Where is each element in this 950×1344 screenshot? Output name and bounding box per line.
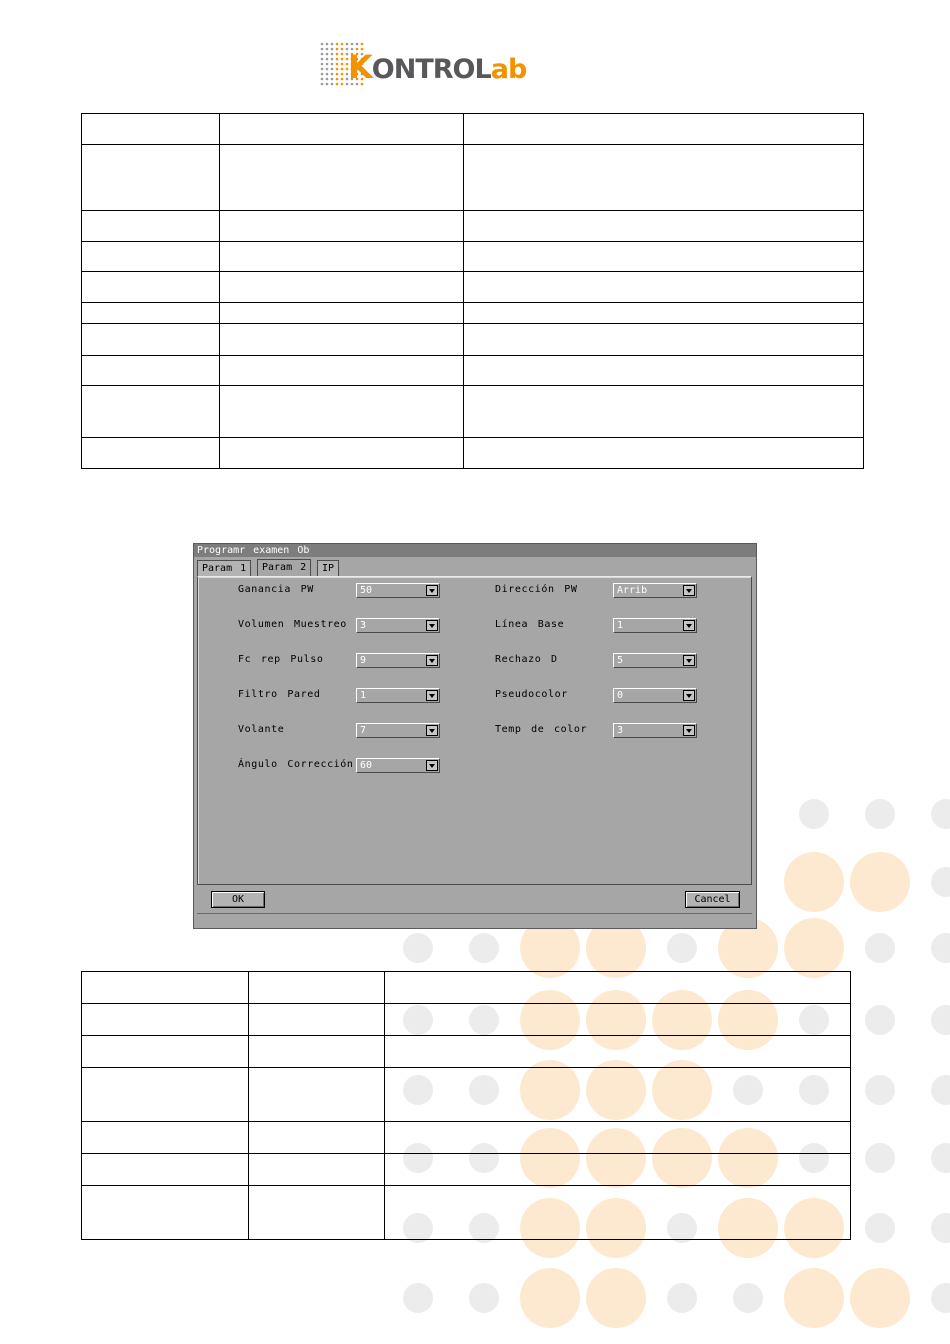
combo-value: 1 [360, 690, 367, 701]
decorative-gray-dot [931, 1075, 950, 1105]
combo-value: 7 [360, 725, 367, 736]
logo-dot [336, 53, 339, 56]
logo-dot [336, 43, 339, 46]
table-row [82, 972, 851, 1004]
field-label-rechazo-d: Rechazo D [495, 654, 558, 665]
logo-dot [331, 83, 334, 86]
logo-dot [331, 78, 334, 81]
table-row [82, 1122, 851, 1154]
combo-value: 9 [360, 655, 367, 666]
combo-value: 1 [617, 620, 624, 631]
dialog-title: Programr examen Ob [194, 544, 756, 557]
decorative-orange-dot [784, 852, 844, 912]
chevron-down-icon[interactable] [426, 655, 438, 666]
logo-dot [341, 73, 344, 76]
chevron-down-icon[interactable] [683, 690, 695, 701]
logo-dot [326, 53, 329, 56]
logo-dot [336, 78, 339, 81]
table-row [82, 303, 864, 324]
decorative-gray-dot [931, 1283, 950, 1313]
table-row [82, 242, 864, 272]
chevron-down-icon[interactable] [426, 725, 438, 736]
logo-dot [326, 58, 329, 61]
logo-dot [336, 58, 339, 61]
table-row [82, 356, 864, 386]
chevron-down-icon[interactable] [426, 760, 438, 771]
combo-value: 3 [617, 725, 624, 736]
logo-dot [336, 48, 339, 51]
decorative-gray-dot [865, 1005, 895, 1035]
logo-dot [331, 48, 334, 51]
logo-dot [321, 48, 324, 51]
decorative-gray-dot [865, 1075, 895, 1105]
filtro-pared-select[interactable] [356, 688, 440, 703]
logo-dot [331, 53, 334, 56]
combo-value: Arrib [617, 585, 648, 596]
decorative-gray-dot [865, 1213, 895, 1243]
table-row [82, 211, 864, 242]
logo-dot [361, 43, 364, 46]
combo-value: 60 [360, 760, 373, 771]
field-label-filtro-pared: Filtro Pared [238, 689, 321, 700]
table-row [82, 1154, 851, 1186]
chevron-down-icon[interactable] [426, 585, 438, 596]
field-label-volumen-muestreo: Volumen Muestreo [238, 619, 347, 630]
logo-dot [321, 78, 324, 81]
logo-dot [326, 63, 329, 66]
table-row [82, 1004, 851, 1036]
logo-dot [341, 68, 344, 71]
table-row [82, 145, 864, 211]
decorative-gray-dot [865, 933, 895, 963]
field-label-temp-de-color: Temp de color [495, 724, 588, 735]
status-bar [197, 913, 752, 925]
decorative-gray-dot [931, 1005, 950, 1035]
logo-dot [341, 48, 344, 51]
logo-dot [331, 63, 334, 66]
tab-param-1[interactable]: Param 1 [197, 560, 251, 576]
table-row [82, 324, 864, 356]
volante-select[interactable] [356, 723, 440, 738]
bottom-table [81, 971, 851, 1240]
decorative-gray-dot [865, 1143, 895, 1173]
exam-program-dialog [193, 543, 757, 929]
fc-rep-pulso-select[interactable] [356, 653, 440, 668]
field-label-pseudocolor: Pseudocolor [495, 689, 568, 700]
decorative-orange-dot [520, 1268, 580, 1328]
logo-dot [341, 53, 344, 56]
logo-dot [321, 53, 324, 56]
field-label-direccion-pw: Dirección PW [495, 584, 578, 595]
logo-dot [346, 43, 349, 46]
field-label-linea-base: Línea Base [495, 619, 565, 630]
logo-dot [331, 68, 334, 71]
pseudocolor-select[interactable] [613, 688, 697, 703]
logo-dot [331, 43, 334, 46]
table-row [82, 114, 864, 145]
decorative-gray-dot [799, 799, 829, 829]
volumen-muestreo-select[interactable] [356, 618, 440, 633]
logo-dot [331, 73, 334, 76]
logo-dot [321, 68, 324, 71]
top-table [81, 113, 864, 469]
field-label-fc-rep-pulso: Fc rep Pulso [238, 654, 324, 665]
decorative-orange-dot [850, 1268, 910, 1328]
temp-de-color-select[interactable] [613, 723, 697, 738]
logo-dot [356, 43, 359, 46]
logo-dot [341, 43, 344, 46]
logo-dot [326, 73, 329, 76]
decorative-gray-dot [667, 933, 697, 963]
chevron-down-icon[interactable] [426, 620, 438, 631]
logo-dot [336, 73, 339, 76]
combo-value: 3 [360, 620, 367, 631]
logo-dot [326, 78, 329, 81]
tab-param-2[interactable]: Param 2 [257, 559, 311, 577]
table-row [82, 272, 864, 303]
logo-dot [321, 43, 324, 46]
decorative-gray-dot [667, 1283, 697, 1313]
logo-dot [341, 63, 344, 66]
logo-dot [341, 78, 344, 81]
logo-dot [331, 58, 334, 61]
chevron-down-icon[interactable] [683, 655, 695, 666]
ganancia-pw-select[interactable] [356, 583, 440, 598]
decorative-gray-dot [931, 1143, 950, 1173]
decorative-orange-dot [784, 1268, 844, 1328]
table-row [82, 438, 864, 469]
logo-dot [336, 63, 339, 66]
chevron-down-icon[interactable] [683, 725, 695, 736]
table-row [82, 1186, 851, 1240]
table-row [82, 1036, 851, 1068]
table-row [82, 386, 864, 438]
logo-dot [336, 68, 339, 71]
decorative-gray-dot [931, 933, 950, 963]
logo-wordmark: KONTROLab [348, 48, 527, 86]
logo-dot [336, 83, 339, 86]
angulo-correccion-select[interactable] [356, 758, 440, 773]
decorative-orange-dot [586, 1268, 646, 1328]
decorative-gray-dot [931, 867, 950, 897]
field-label-volante: Volante [238, 724, 285, 735]
logo-dot [321, 83, 324, 86]
logo-dot [326, 83, 329, 86]
combo-value: 5 [617, 655, 624, 666]
chevron-down-icon[interactable] [683, 585, 695, 596]
decorative-gray-dot [733, 1283, 763, 1313]
rechazo-d-select[interactable] [613, 653, 697, 668]
logo-dot [321, 58, 324, 61]
logo-dot [351, 43, 354, 46]
ok-button[interactable]: OK [211, 891, 265, 908]
tab-ip[interactable]: IP [317, 560, 339, 576]
decorative-gray-dot [403, 1283, 433, 1313]
decorative-orange-dot [850, 852, 910, 912]
logo-dot [326, 43, 329, 46]
logo-dot [326, 48, 329, 51]
combo-value: 50 [360, 585, 373, 596]
field-label-ganancia-pw: Ganancia PW [238, 584, 314, 595]
decorative-gray-dot [469, 1283, 499, 1313]
field-label-angulo-correccion: Ángulo Corrección [238, 759, 354, 770]
direccion-pw-select[interactable] [613, 583, 697, 598]
decorative-gray-dot [469, 933, 499, 963]
cancel-button[interactable]: Cancel [685, 891, 740, 908]
chevron-down-icon[interactable] [683, 620, 695, 631]
decorative-gray-dot [865, 799, 895, 829]
logo-dot [341, 58, 344, 61]
kontrolab-logo [320, 42, 560, 88]
table-row [82, 1068, 851, 1122]
decorative-gray-dot [931, 799, 950, 829]
logo-dot [326, 68, 329, 71]
decorative-orange-dot [784, 918, 844, 978]
linea-base-select[interactable] [613, 618, 697, 633]
logo-dot [321, 73, 324, 76]
chevron-down-icon[interactable] [426, 690, 438, 701]
logo-dot [321, 63, 324, 66]
decorative-gray-dot [931, 1213, 950, 1243]
decorative-gray-dot [403, 933, 433, 963]
combo-value: 0 [617, 690, 624, 701]
logo-dot [341, 83, 344, 86]
